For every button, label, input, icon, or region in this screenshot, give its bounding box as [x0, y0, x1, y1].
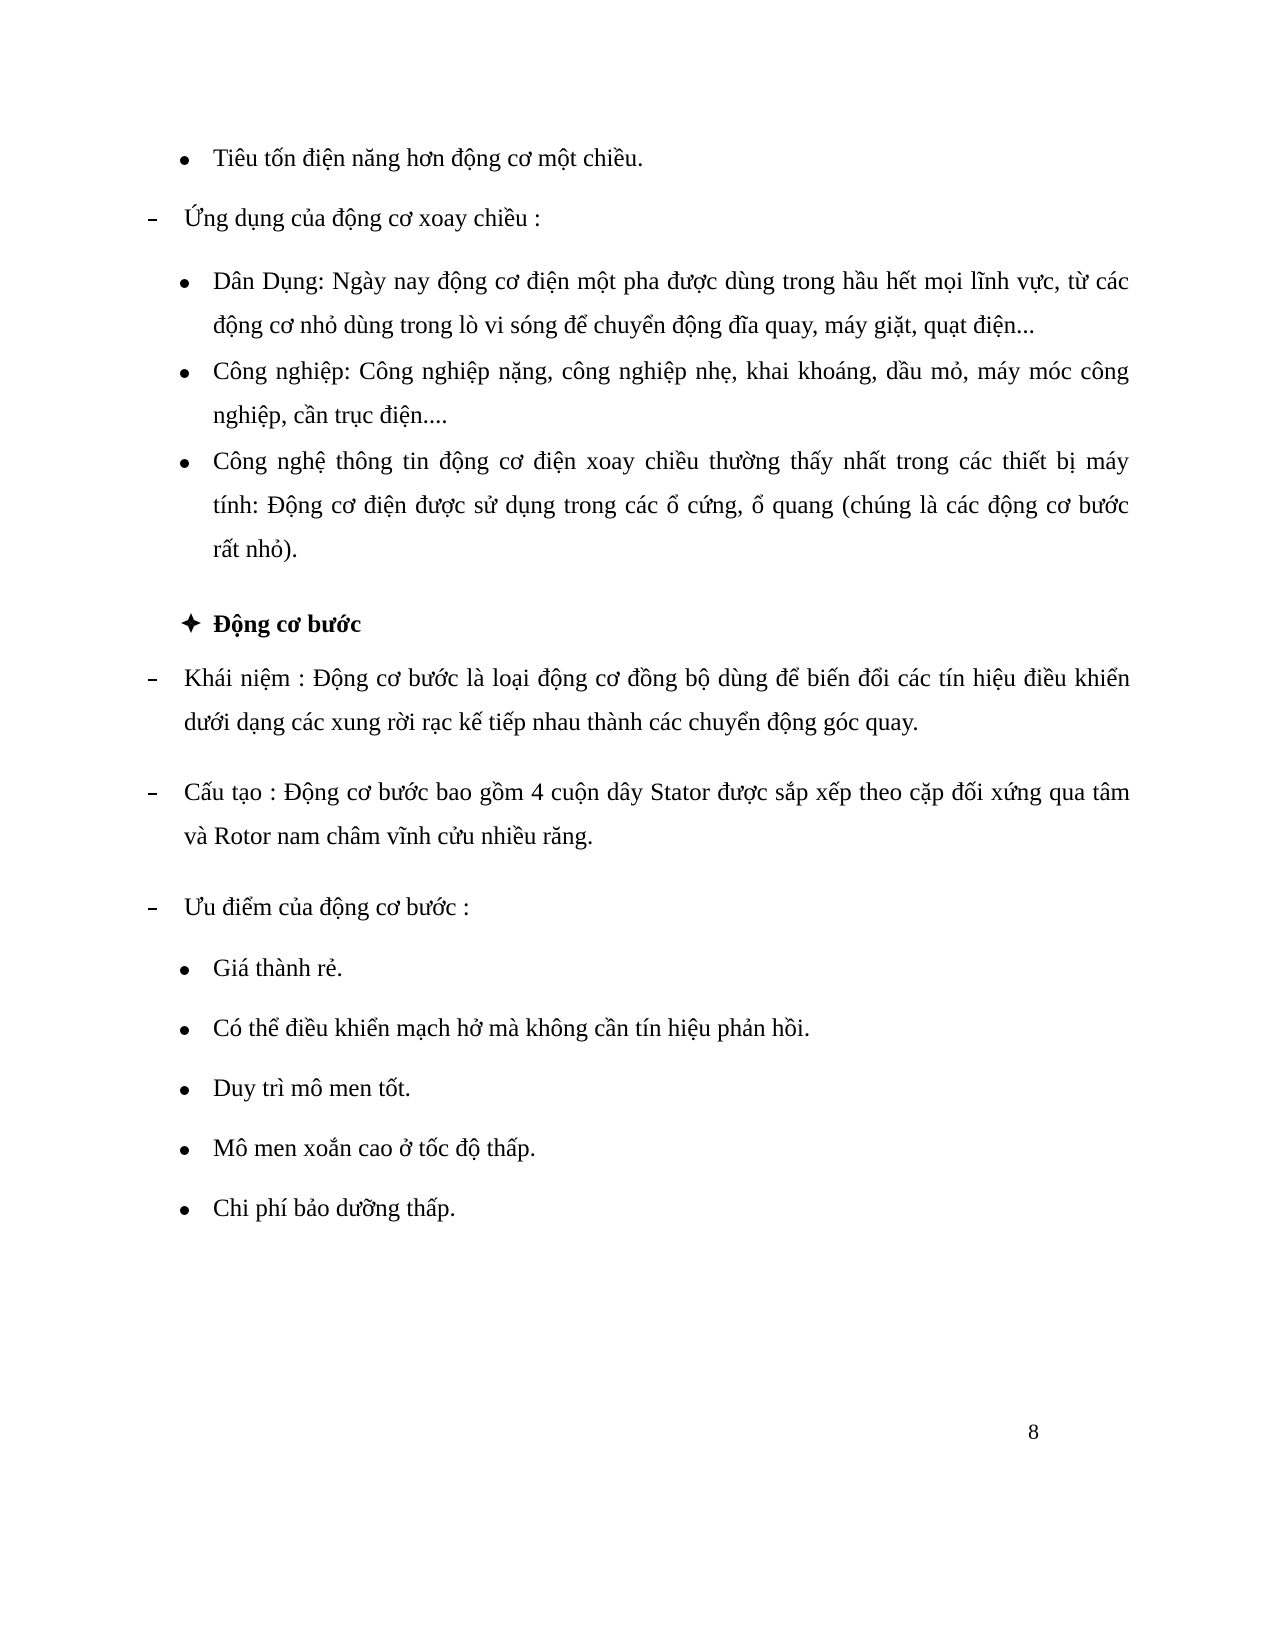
application-item-3-line-2: tính: Động cơ điện được sử dụng trong các ổ cứng, ổ quang (chúng là các động cơ bước: [213, 492, 1129, 519]
dash-icon: [148, 908, 157, 910]
advantage-item: Giá thành rẻ.: [213, 955, 343, 982]
dash-icon: [148, 219, 157, 221]
advantage-item: Duy trì mô men tốt.: [213, 1075, 411, 1102]
dash-icon: [148, 679, 157, 681]
application-item-3-line-1: Công nghệ thông tin động cơ điện xoay chiều thường thấy nhất trong các thiết bị máy: [213, 448, 1129, 475]
application-item-2-line-2: nghiệp, cần trục điện....: [213, 402, 448, 429]
concept-line-2: dưới dạng các xung rời rạc kế tiếp nhau thành các chuyển động góc quay.: [184, 709, 919, 736]
bullet-icon: [180, 156, 189, 165]
application-item-3-line-3: rất nhỏ).: [213, 536, 298, 563]
section-title: Động cơ bước: [213, 611, 362, 638]
application-item-1-line-2: động cơ nhỏ dùng trong lò vi sóng để chuyển động đĩa quay, máy giặt, quạt điện...: [213, 312, 1035, 339]
advantage-item: Chi phí bảo dưỡng thấp.: [213, 1195, 456, 1222]
bullet-icon: [180, 1086, 189, 1095]
application-item-2-line-1: Công nghiệp: Công nghiệp nặng, công nghiệp nhẹ, khai khoáng, dầu mỏ, máy móc công: [213, 358, 1129, 385]
dash-icon: [148, 793, 157, 795]
application-item-1-line-1: Dân Dụng: Ngày nay động cơ điện một pha được dùng trong hầu hết mọi lĩnh vực, từ các: [213, 268, 1129, 295]
structure-line-1: Cấu tạo : Động cơ bước bao gồm 4 cuộn dây Stator được sắp xếp theo cặp đối xứng qua tâm: [184, 779, 1130, 806]
advantage-item: Có thể điều khiển mạch hở mà không cần tín hiệu phản hồi.: [213, 1015, 811, 1042]
bullet-icon: [180, 1146, 189, 1155]
advantage-item: Mô men xoắn cao ở tốc độ thấp.: [213, 1135, 536, 1162]
concept-line-1: Khái niệm : Động cơ bước là loại động cơ đồng bộ dùng để biến đổi các tín hiệu điều khiển: [184, 665, 1130, 692]
bullet-icon: [180, 459, 189, 468]
intro-bullet-text: Tiêu tốn điện năng hơn động cơ một chiều.: [213, 145, 644, 172]
structure-line-2: và Rotor nam châm vĩnh cửu nhiều răng.: [184, 823, 594, 850]
diamond-bullet-icon: [180, 612, 202, 634]
bullet-icon: [180, 369, 189, 378]
advantages-heading: Ưu điểm của động cơ bước :: [184, 894, 470, 921]
applications-heading: Ứng dụng của động cơ xoay chiều :: [184, 205, 541, 232]
bullet-icon: [180, 1206, 189, 1215]
bullet-icon: [180, 966, 189, 975]
bullet-icon: [180, 1026, 189, 1035]
bullet-icon: [180, 279, 189, 288]
page-number: 8: [1028, 1419, 1039, 1444]
